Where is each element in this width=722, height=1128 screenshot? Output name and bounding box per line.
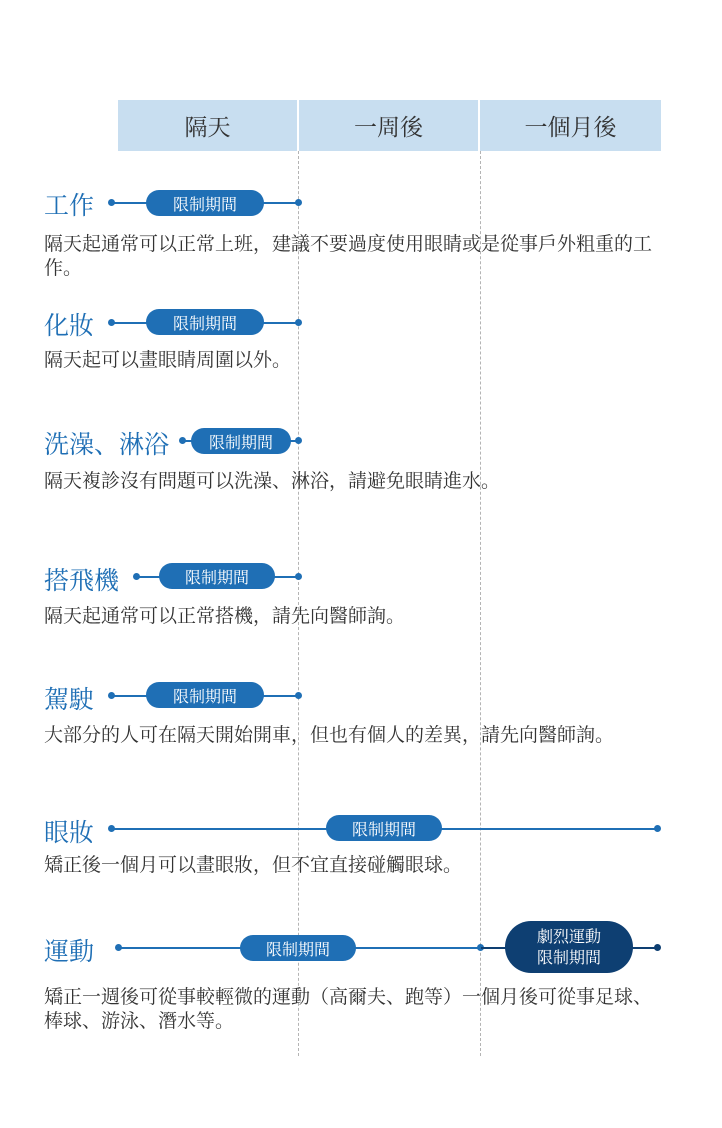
section-title: 洗澡、淋浴 (44, 430, 170, 459)
badge-line1: 劇烈運動 (536, 927, 601, 946)
timeline-end-dot (654, 944, 661, 951)
timeline-header (118, 100, 661, 151)
section-description: 大部分的人可在隔天開始開車，但也有個人的差異，請先向醫師詢。 (44, 724, 615, 746)
restriction-badge: 限制期間 (326, 815, 442, 841)
section-description: 隔天複診沒有問題可以洗澡、淋浴，請避免眼睛進水。 (44, 470, 501, 492)
timeline-end-dot (295, 199, 302, 206)
section-description: 隔天起通常可以正常搭機，請先向醫師詢。 (44, 605, 406, 627)
restriction-badge: 限制期間 (146, 682, 264, 708)
section-title: 工作 (44, 191, 95, 220)
section-description: 隔天起可以畫眼睛周圍以外。 (44, 349, 292, 371)
restriction-badge: 限制期間 (191, 428, 291, 454)
header-next-day: 隔天 (118, 100, 297, 151)
section-title: 駕駛 (44, 685, 95, 714)
restriction-badge: 限制期間 (146, 190, 264, 216)
restriction-badge: 限制期間 (159, 563, 275, 589)
section-title: 搭飛機 (44, 566, 120, 595)
timeline-end-dot (295, 573, 302, 580)
badge-line2: 限制期間 (536, 948, 601, 967)
section-description: 矯正一週後可從事較輕微的運動（高爾夫、跑等）一個月後可從事足球、棒球、游泳、潛水等。 (44, 986, 653, 1032)
header-one-week: 一周後 (299, 100, 478, 151)
section-title: 眼妝 (44, 818, 95, 847)
section-description: 矯正後一個月可以畫眼妝，但不宜直接碰觸眼球。 (44, 854, 463, 876)
header-one-month: 一個月後 (480, 100, 661, 151)
strenuous-exercise-badge (505, 921, 633, 973)
restriction-badge: 限制期間 (146, 309, 264, 335)
timeline-end-dot (295, 319, 302, 326)
timeline-end-dot (295, 437, 302, 444)
section-title: 化妝 (44, 311, 95, 340)
section-title: 運動 (44, 937, 95, 966)
timeline-end-dot (295, 692, 302, 699)
restriction-badge: 限制期間 (240, 935, 356, 961)
section-description: 隔天起通常可以正常上班，建議不要過度使用眼睛或是從事戶外粗重的工作。 (44, 233, 653, 279)
timeline-end-dot (654, 825, 661, 832)
